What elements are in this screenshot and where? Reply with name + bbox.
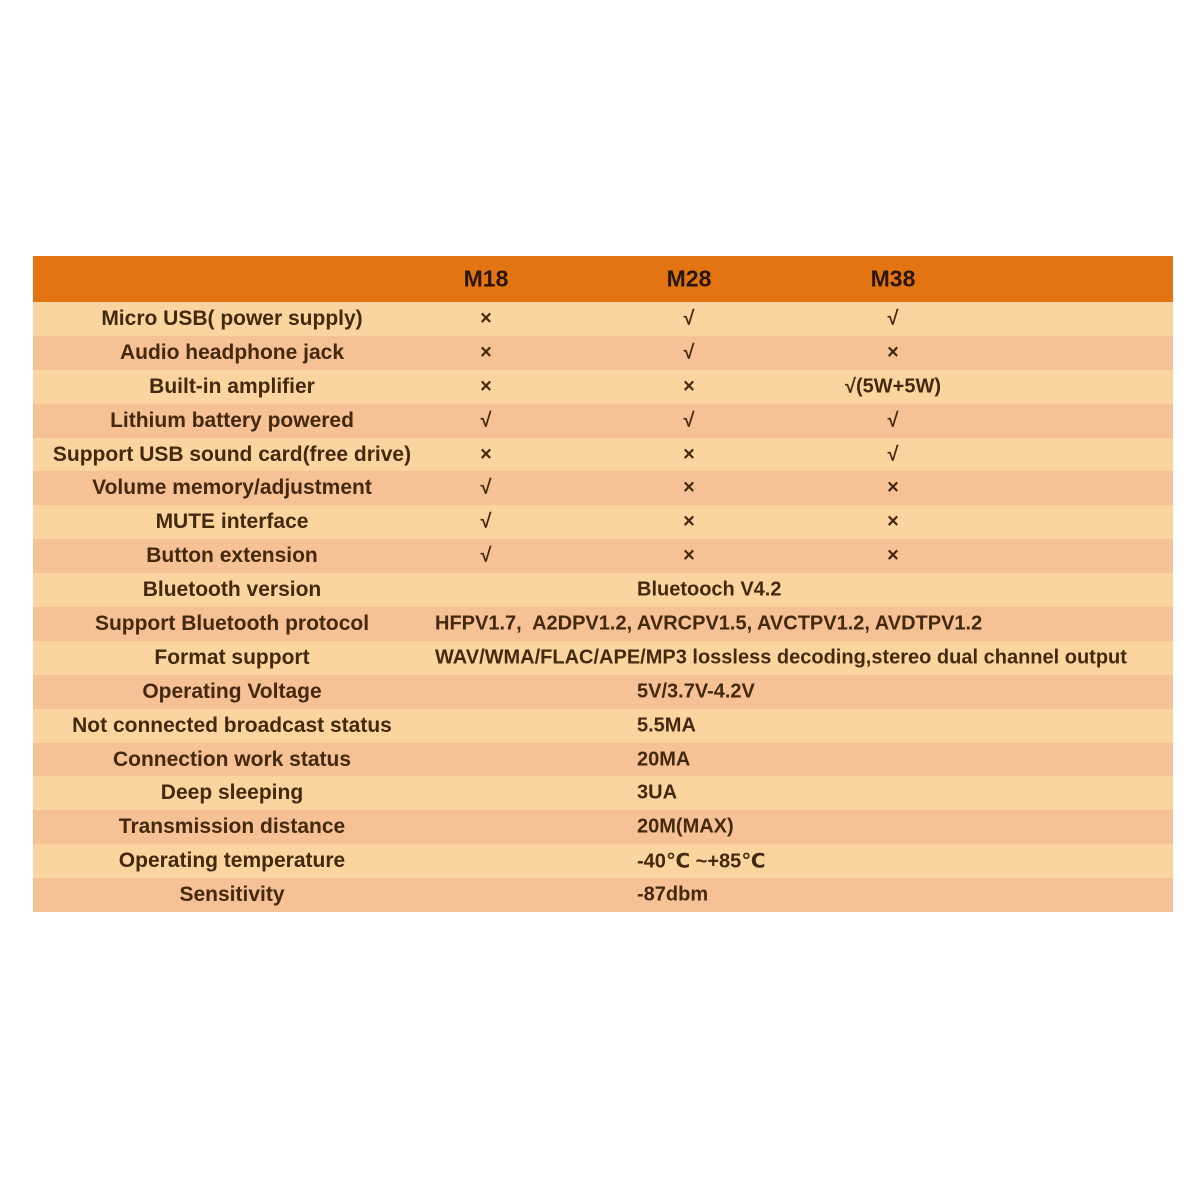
- value-cell-m28: ×: [683, 476, 695, 499]
- value-cell-m28: √: [683, 341, 695, 364]
- table-row-audio-jack: [33, 336, 1173, 370]
- table-row-volume-memory: [33, 471, 1173, 505]
- table-row-lithium-battery: [33, 404, 1173, 438]
- row-label: Sensitivity: [179, 883, 285, 907]
- table-row-bluetooth-version: [33, 573, 1173, 607]
- table-row-format-support: [33, 641, 1173, 675]
- value-cell-m38: √: [887, 443, 899, 465]
- row-label: Micro USB( power supply): [101, 306, 363, 330]
- row-label: Audio headphone jack: [119, 340, 345, 364]
- value-cell-m28: ×: [683, 375, 695, 398]
- column-header-m38: M38: [870, 265, 916, 292]
- value-cell-m18: √: [480, 409, 492, 432]
- value-cell-m38: ×: [887, 544, 899, 567]
- table-row-usb-sound-card: [33, 438, 1173, 472]
- span-value-cell: Bluetooch V4.2: [637, 578, 782, 601]
- span-value-cell: 20MA: [637, 748, 691, 771]
- table-row-operating-voltage: [33, 675, 1173, 709]
- table-row-built-in-amplifier: [33, 370, 1173, 404]
- row-label: Format support: [154, 645, 310, 669]
- table-row-bluetooth-protocol: [33, 607, 1173, 641]
- value-cell-m28: ×: [683, 510, 695, 533]
- span-value-cell: WAV/WMA/FLAC/APE/MP3 lossless decoding,stereo dual channel output: [435, 646, 1127, 669]
- value-cell-m38: √: [887, 409, 899, 432]
- table-header-row: [33, 256, 1173, 302]
- table-row-operating-temperature: [33, 844, 1173, 878]
- row-label: Support Bluetooth protocol: [94, 611, 370, 635]
- row-label: Button extension: [146, 544, 318, 568]
- table-row-micro-usb: [33, 302, 1173, 336]
- value-cell-m38: √: [887, 307, 899, 330]
- table-body: [33, 302, 1173, 912]
- value-cell-m28: √: [683, 409, 695, 432]
- table-row-transmission-distance: [33, 810, 1173, 844]
- row-label: Bluetooth version: [142, 578, 322, 602]
- span-value-cell: 5V/3.7V-4.2V: [637, 680, 755, 703]
- value-cell-m18: ×: [480, 443, 492, 465]
- value-cell-m28: ×: [683, 544, 695, 567]
- row-label: MUTE interface: [155, 510, 309, 534]
- row-label: Operating temperature: [118, 849, 346, 873]
- span-value-cell: 20M(MAX): [637, 815, 734, 838]
- row-label: Not connected broadcast status: [72, 713, 392, 737]
- table-row-button-extension: [33, 539, 1173, 573]
- value-cell-m18: √: [480, 510, 492, 533]
- value-cell-m38: ×: [887, 341, 899, 364]
- row-label: Built-in amplifier: [149, 374, 315, 398]
- table-row-sensitivity: [33, 878, 1173, 912]
- value-cell-m18: ×: [480, 375, 492, 398]
- value-cell-m38: ×: [887, 476, 899, 499]
- column-header-m18: M18: [463, 265, 509, 292]
- span-value-cell: 3UA: [637, 781, 678, 804]
- table-row-not-connected-status: [33, 709, 1173, 743]
- span-value-cell: 5.5MA: [637, 714, 696, 737]
- value-cell-m38: ×: [887, 510, 899, 533]
- span-value-cell: HFPV1.7, A2DPV1.2, AVRCPV1.5, AVCTPV1.2, AVDTPV1.2: [435, 612, 983, 635]
- column-header-m28: M28: [666, 265, 712, 292]
- value-cell-m28: ×: [683, 443, 695, 465]
- table-row-connection-work-status: [33, 743, 1173, 777]
- row-label: Connection work status: [112, 747, 352, 771]
- value-cell-m28: √: [683, 307, 695, 330]
- row-label: Transmission distance: [118, 815, 346, 839]
- value-cell-m38: √(5W+5W): [845, 375, 941, 398]
- table-row-deep-sleeping: [33, 776, 1173, 810]
- row-label: Volume memory/adjustment: [92, 476, 372, 500]
- span-value-cell: -87dbm: [637, 883, 709, 906]
- spec-comparison-table: [33, 256, 1173, 912]
- row-label: Support USB sound card(free drive): [52, 442, 412, 466]
- row-label: Operating Voltage: [142, 679, 322, 703]
- span-value-cell: -40℃ ~+85℃: [637, 850, 766, 873]
- row-label: Lithium battery powered: [110, 408, 354, 432]
- value-cell-m18: √: [480, 544, 492, 567]
- value-cell-m18: ×: [480, 341, 492, 364]
- table-row-mute-interface: [33, 505, 1173, 539]
- row-label: Deep sleeping: [160, 781, 304, 805]
- value-cell-m18: √: [480, 476, 492, 499]
- value-cell-m18: ×: [480, 307, 492, 330]
